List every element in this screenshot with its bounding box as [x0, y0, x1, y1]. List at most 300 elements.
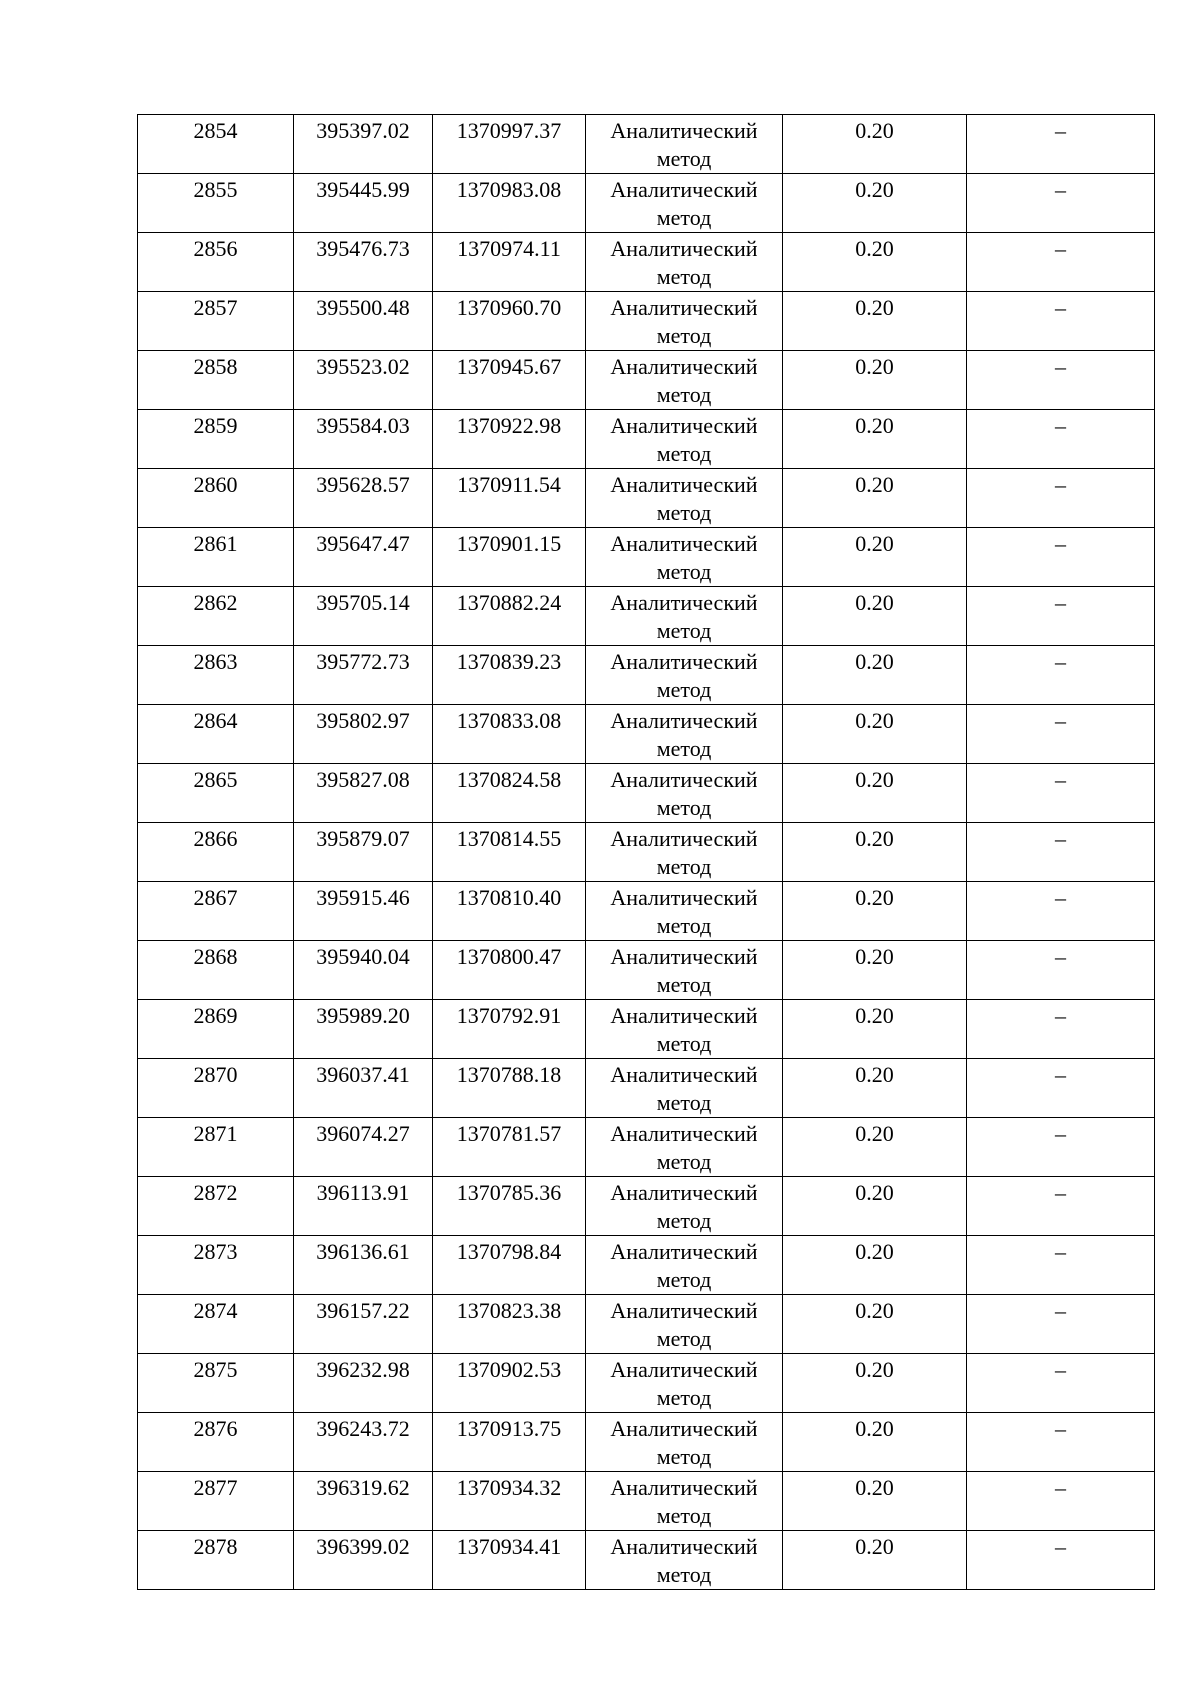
coordinate-y-cell-text: 1370922.98 — [456, 413, 562, 438]
note-cell — [967, 1295, 1155, 1354]
accuracy-cell-text: 0.20 — [855, 1357, 894, 1382]
method-cell — [586, 1472, 783, 1531]
method-cell — [586, 587, 783, 646]
coordinate-x-cell-text: 396319.62 — [316, 1475, 410, 1500]
method-cell — [586, 1059, 783, 1118]
point-number-cell-text: 2876 — [193, 1416, 238, 1441]
accuracy-cell-text: 0.20 — [855, 708, 894, 733]
accuracy-cell-text: 0.20 — [855, 295, 894, 320]
method-cell-text: Аналитический метод — [610, 295, 758, 348]
coordinate-y-cell-text: 1370810.40 — [456, 885, 562, 910]
accuracy-cell — [783, 1118, 967, 1177]
coordinate-x-cell — [294, 1531, 433, 1590]
coordinate-y-cell — [433, 1236, 586, 1295]
point-number-cell — [138, 1118, 294, 1177]
coordinate-x-cell — [294, 1059, 433, 1118]
accuracy-cell-text: 0.20 — [855, 885, 894, 910]
point-number-cell-text: 2855 — [193, 177, 238, 202]
coordinate-x-cell — [294, 351, 433, 410]
coordinate-y-cell-text: 1370792.91 — [456, 1003, 562, 1028]
note-cell — [967, 1354, 1155, 1413]
note-cell-text: – — [1055, 826, 1066, 851]
method-cell — [586, 1118, 783, 1177]
point-number-cell-text: 2871 — [193, 1121, 238, 1146]
note-cell — [967, 1472, 1155, 1531]
note-cell-text: – — [1055, 649, 1066, 674]
method-cell-text: Аналитический метод — [610, 354, 758, 407]
note-cell-text: – — [1055, 1180, 1066, 1205]
coordinate-x-cell — [294, 1177, 433, 1236]
note-cell — [967, 1118, 1155, 1177]
point-number-cell-text: 2867 — [193, 885, 238, 910]
coordinate-x-cell-text: 395705.14 — [316, 590, 410, 615]
accuracy-cell-text: 0.20 — [855, 177, 894, 202]
coordinate-y-cell — [433, 1413, 586, 1472]
method-cell — [586, 1000, 783, 1059]
note-cell-text: – — [1055, 236, 1066, 261]
method-cell-text: Аналитический метод — [610, 118, 758, 171]
note-cell — [967, 646, 1155, 705]
accuracy-cell — [783, 823, 967, 882]
coordinate-x-cell-text: 395628.57 — [316, 472, 410, 497]
accuracy-cell — [783, 469, 967, 528]
point-number-cell — [138, 1472, 294, 1531]
accuracy-cell — [783, 410, 967, 469]
coordinate-y-cell — [433, 174, 586, 233]
point-number-cell-text: 2865 — [193, 767, 238, 792]
note-cell-text: – — [1055, 1121, 1066, 1146]
accuracy-cell-text: 0.20 — [855, 826, 894, 851]
table-row — [138, 410, 1155, 469]
table-row — [138, 174, 1155, 233]
method-cell-text: Аналитический метод — [610, 1239, 758, 1292]
coordinate-x-cell-text: 396113.91 — [316, 1180, 410, 1205]
point-number-cell — [138, 528, 294, 587]
note-cell-text: – — [1055, 118, 1066, 143]
coordinate-y-cell-text: 1370839.23 — [456, 649, 562, 674]
note-cell-text: – — [1055, 354, 1066, 379]
point-number-cell — [138, 705, 294, 764]
method-cell — [586, 1413, 783, 1472]
point-number-cell — [138, 646, 294, 705]
coordinate-y-cell-text: 1370934.41 — [456, 1534, 562, 1559]
accuracy-cell — [783, 115, 967, 174]
coordinate-x-cell-text: 396157.22 — [316, 1298, 410, 1323]
point-number-cell-text: 2866 — [193, 826, 238, 851]
point-number-cell — [138, 469, 294, 528]
coordinate-x-cell-text: 395500.48 — [316, 295, 410, 320]
coordinate-y-cell — [433, 528, 586, 587]
table-row — [138, 1236, 1155, 1295]
point-number-cell — [138, 1000, 294, 1059]
table-row — [138, 941, 1155, 1000]
point-number-cell — [138, 174, 294, 233]
point-number-cell — [138, 410, 294, 469]
method-cell-text: Аналитический метод — [610, 1121, 758, 1174]
method-cell-text: Аналитический метод — [610, 177, 758, 230]
coordinate-x-cell — [294, 705, 433, 764]
accuracy-cell — [783, 1354, 967, 1413]
method-cell-text: Аналитический метод — [610, 1180, 758, 1233]
table-row — [138, 646, 1155, 705]
coordinate-y-cell — [433, 1177, 586, 1236]
point-number-cell — [138, 1236, 294, 1295]
coordinate-y-cell — [433, 705, 586, 764]
note-cell-text: – — [1055, 1062, 1066, 1087]
table-row — [138, 528, 1155, 587]
note-cell-text: – — [1055, 413, 1066, 438]
note-cell — [967, 1236, 1155, 1295]
table-row — [138, 1000, 1155, 1059]
note-cell — [967, 823, 1155, 882]
note-cell — [967, 941, 1155, 1000]
note-cell — [967, 351, 1155, 410]
coordinate-x-cell — [294, 1236, 433, 1295]
coordinate-y-cell-text: 1370945.67 — [456, 354, 562, 379]
table-row — [138, 705, 1155, 764]
coordinate-y-cell-text: 1370997.37 — [456, 118, 562, 143]
accuracy-cell-text: 0.20 — [855, 649, 894, 674]
method-cell-text: Аналитический метод — [610, 708, 758, 761]
coordinate-x-cell-text: 395827.08 — [316, 767, 410, 792]
method-cell — [586, 410, 783, 469]
note-cell — [967, 469, 1155, 528]
coordinate-x-cell — [294, 1000, 433, 1059]
method-cell — [586, 764, 783, 823]
coordinate-y-cell — [433, 882, 586, 941]
coordinate-y-cell — [433, 410, 586, 469]
coordinate-x-cell — [294, 233, 433, 292]
table-row — [138, 1413, 1155, 1472]
accuracy-cell — [783, 587, 967, 646]
coordinate-x-cell-text: 395989.20 — [316, 1003, 410, 1028]
coordinate-y-cell-text: 1370824.58 — [456, 767, 562, 792]
note-cell — [967, 1000, 1155, 1059]
accuracy-cell — [783, 1295, 967, 1354]
point-number-cell-text: 2868 — [193, 944, 238, 969]
table-row — [138, 1354, 1155, 1413]
accuracy-cell-text: 0.20 — [855, 1416, 894, 1441]
method-cell — [586, 1531, 783, 1590]
coordinate-x-cell — [294, 410, 433, 469]
method-cell — [586, 528, 783, 587]
coordinate-y-cell — [433, 351, 586, 410]
accuracy-cell — [783, 528, 967, 587]
point-number-cell-text: 2872 — [193, 1180, 238, 1205]
note-cell-text: – — [1055, 1239, 1066, 1264]
coordinates-table-body — [138, 115, 1155, 1590]
coordinate-x-cell — [294, 646, 433, 705]
coordinate-x-cell — [294, 1413, 433, 1472]
method-cell-text: Аналитический метод — [610, 1534, 758, 1587]
method-cell-text: Аналитический метод — [610, 472, 758, 525]
accuracy-cell-text: 0.20 — [855, 1062, 894, 1087]
table-row — [138, 351, 1155, 410]
accuracy-cell-text: 0.20 — [855, 1298, 894, 1323]
method-cell-text: Аналитический метод — [610, 236, 758, 289]
coordinate-x-cell — [294, 1118, 433, 1177]
method-cell — [586, 292, 783, 351]
coordinate-x-cell-text: 396136.61 — [316, 1239, 410, 1264]
note-cell-text: – — [1055, 708, 1066, 733]
coordinate-y-cell — [433, 1059, 586, 1118]
note-cell — [967, 587, 1155, 646]
method-cell — [586, 351, 783, 410]
coordinate-y-cell — [433, 1118, 586, 1177]
table-row — [138, 1295, 1155, 1354]
note-cell — [967, 1177, 1155, 1236]
point-number-cell-text: 2857 — [193, 295, 238, 320]
coordinate-y-cell — [433, 1472, 586, 1531]
method-cell — [586, 1177, 783, 1236]
point-number-cell — [138, 587, 294, 646]
coordinate-x-cell-text: 396074.27 — [316, 1121, 410, 1146]
note-cell — [967, 1413, 1155, 1472]
accuracy-cell — [783, 1236, 967, 1295]
point-number-cell-text: 2864 — [193, 708, 238, 733]
accuracy-cell-text: 0.20 — [855, 1003, 894, 1028]
point-number-cell — [138, 1059, 294, 1118]
coordinate-x-cell — [294, 1295, 433, 1354]
point-number-cell-text: 2873 — [193, 1239, 238, 1264]
coordinate-y-cell — [433, 941, 586, 1000]
note-cell — [967, 528, 1155, 587]
note-cell — [967, 1059, 1155, 1118]
method-cell — [586, 1236, 783, 1295]
table-row — [138, 1177, 1155, 1236]
coordinate-y-cell-text: 1370788.18 — [456, 1062, 562, 1087]
accuracy-cell — [783, 1472, 967, 1531]
coordinate-x-cell — [294, 823, 433, 882]
coordinate-y-cell-text: 1370902.53 — [456, 1357, 562, 1382]
table-row — [138, 882, 1155, 941]
accuracy-cell — [783, 705, 967, 764]
point-number-cell-text: 2854 — [193, 118, 238, 143]
coordinate-x-cell — [294, 882, 433, 941]
note-cell-text: – — [1055, 1475, 1066, 1500]
coordinate-y-cell-text: 1370833.08 — [456, 708, 562, 733]
point-number-cell-text: 2862 — [193, 590, 238, 615]
accuracy-cell — [783, 351, 967, 410]
coordinate-x-cell — [294, 469, 433, 528]
accuracy-cell-text: 0.20 — [855, 1180, 894, 1205]
point-number-cell — [138, 1413, 294, 1472]
accuracy-cell-text: 0.20 — [855, 531, 894, 556]
method-cell-text: Аналитический метод — [610, 649, 758, 702]
point-number-cell — [138, 882, 294, 941]
table-row — [138, 1059, 1155, 1118]
accuracy-cell — [783, 1177, 967, 1236]
note-cell — [967, 174, 1155, 233]
point-number-cell — [138, 115, 294, 174]
method-cell — [586, 174, 783, 233]
note-cell — [967, 764, 1155, 823]
coordinate-y-cell — [433, 823, 586, 882]
point-number-cell-text: 2860 — [193, 472, 238, 497]
table-row — [138, 115, 1155, 174]
method-cell-text: Аналитический метод — [610, 590, 758, 643]
note-cell — [967, 1531, 1155, 1590]
coordinate-x-cell-text: 395915.46 — [316, 885, 410, 910]
coordinate-y-cell — [433, 646, 586, 705]
point-number-cell-text: 2859 — [193, 413, 238, 438]
accuracy-cell-text: 0.20 — [855, 472, 894, 497]
accuracy-cell — [783, 1000, 967, 1059]
method-cell — [586, 941, 783, 1000]
method-cell-text: Аналитический метод — [610, 1062, 758, 1115]
coordinate-y-cell-text: 1370901.15 — [456, 531, 562, 556]
point-number-cell — [138, 764, 294, 823]
accuracy-cell — [783, 1413, 967, 1472]
coordinate-y-cell-text: 1370934.32 — [456, 1475, 562, 1500]
note-cell — [967, 705, 1155, 764]
method-cell-text: Аналитический метод — [610, 1475, 758, 1528]
accuracy-cell — [783, 174, 967, 233]
coordinate-y-cell-text: 1370800.47 — [456, 944, 562, 969]
coordinate-x-cell-text: 395647.47 — [316, 531, 410, 556]
point-number-cell-text: 2877 — [193, 1475, 238, 1500]
coordinate-x-cell-text: 395523.02 — [316, 354, 410, 379]
method-cell — [586, 115, 783, 174]
coordinate-x-cell — [294, 528, 433, 587]
note-cell-text: – — [1055, 885, 1066, 910]
table-row — [138, 764, 1155, 823]
coordinate-x-cell-text: 395445.99 — [316, 177, 410, 202]
method-cell-text: Аналитический метод — [610, 531, 758, 584]
method-cell-text: Аналитический метод — [610, 413, 758, 466]
coordinate-x-cell-text: 396399.02 — [316, 1534, 410, 1559]
accuracy-cell — [783, 1531, 967, 1590]
coordinate-y-cell — [433, 115, 586, 174]
point-number-cell — [138, 1354, 294, 1413]
accuracy-cell — [783, 1059, 967, 1118]
note-cell — [967, 882, 1155, 941]
coordinate-x-cell-text: 395476.73 — [316, 236, 410, 261]
accuracy-cell-text: 0.20 — [855, 1475, 894, 1500]
coordinate-y-cell-text: 1370785.36 — [456, 1180, 562, 1205]
accuracy-cell-text: 0.20 — [855, 1121, 894, 1146]
accuracy-cell — [783, 292, 967, 351]
method-cell-text: Аналитический метод — [610, 944, 758, 997]
point-number-cell-text: 2856 — [193, 236, 238, 261]
note-cell-text: – — [1055, 944, 1066, 969]
point-number-cell — [138, 941, 294, 1000]
method-cell — [586, 882, 783, 941]
method-cell-text: Аналитический метод — [610, 826, 758, 879]
coordinate-y-cell-text: 1370781.57 — [456, 1121, 562, 1146]
coordinate-y-cell-text: 1370911.54 — [457, 472, 561, 497]
coordinate-y-cell — [433, 292, 586, 351]
accuracy-cell-text: 0.20 — [855, 944, 894, 969]
note-cell-text: – — [1055, 1534, 1066, 1559]
point-number-cell-text: 2861 — [193, 531, 238, 556]
method-cell — [586, 646, 783, 705]
note-cell-text: – — [1055, 1003, 1066, 1028]
accuracy-cell — [783, 882, 967, 941]
table-row — [138, 587, 1155, 646]
coordinate-x-cell — [294, 1472, 433, 1531]
table-row — [138, 469, 1155, 528]
point-number-cell — [138, 351, 294, 410]
coordinate-x-cell-text: 395772.73 — [316, 649, 410, 674]
method-cell — [586, 1295, 783, 1354]
coordinate-x-cell-text: 396037.41 — [316, 1062, 410, 1087]
method-cell — [586, 469, 783, 528]
note-cell-text: – — [1055, 472, 1066, 497]
point-number-cell — [138, 233, 294, 292]
accuracy-cell-text: 0.20 — [855, 354, 894, 379]
coordinate-y-cell-text: 1370823.38 — [456, 1298, 562, 1323]
coordinate-x-cell-text: 395879.07 — [316, 826, 410, 851]
accuracy-cell-text: 0.20 — [855, 118, 894, 143]
point-number-cell — [138, 292, 294, 351]
accuracy-cell-text: 0.20 — [855, 590, 894, 615]
coordinates-table — [137, 114, 1155, 1590]
table-row — [138, 292, 1155, 351]
coordinate-x-cell — [294, 174, 433, 233]
accuracy-cell — [783, 646, 967, 705]
note-cell-text: – — [1055, 767, 1066, 792]
note-cell-text: – — [1055, 295, 1066, 320]
table-row — [138, 1472, 1155, 1531]
method-cell-text: Аналитический метод — [610, 1298, 758, 1351]
method-cell-text: Аналитический метод — [610, 885, 758, 938]
table-row — [138, 823, 1155, 882]
coordinate-y-cell — [433, 233, 586, 292]
coordinate-y-cell — [433, 1354, 586, 1413]
point-number-cell-text: 2875 — [193, 1357, 238, 1382]
coordinate-x-cell-text: 395940.04 — [316, 944, 410, 969]
method-cell — [586, 705, 783, 764]
note-cell-text: – — [1055, 177, 1066, 202]
accuracy-cell — [783, 941, 967, 1000]
coordinate-y-cell-text: 1370814.55 — [456, 826, 562, 851]
accuracy-cell-text: 0.20 — [855, 236, 894, 261]
note-cell-text: – — [1055, 531, 1066, 556]
coordinate-x-cell-text: 395584.03 — [316, 413, 410, 438]
method-cell-text: Аналитический метод — [610, 767, 758, 820]
coordinate-x-cell — [294, 1354, 433, 1413]
coordinate-y-cell — [433, 587, 586, 646]
note-cell-text: – — [1055, 1357, 1066, 1382]
accuracy-cell-text: 0.20 — [855, 1534, 894, 1559]
point-number-cell — [138, 823, 294, 882]
method-cell-text: Аналитический метод — [610, 1416, 758, 1469]
coordinate-x-cell-text: 395397.02 — [316, 118, 410, 143]
coordinate-y-cell-text: 1370913.75 — [456, 1416, 562, 1441]
coordinate-y-cell-text: 1370798.84 — [456, 1239, 562, 1264]
coordinate-y-cell — [433, 469, 586, 528]
point-number-cell-text: 2874 — [193, 1298, 238, 1323]
accuracy-cell-text: 0.20 — [855, 1239, 894, 1264]
point-number-cell — [138, 1177, 294, 1236]
coordinate-x-cell — [294, 115, 433, 174]
coordinate-x-cell — [294, 764, 433, 823]
coordinate-y-cell — [433, 1000, 586, 1059]
note-cell — [967, 233, 1155, 292]
accuracy-cell — [783, 764, 967, 823]
method-cell-text: Аналитический метод — [610, 1003, 758, 1056]
coordinate-x-cell-text: 396243.72 — [316, 1416, 410, 1441]
point-number-cell-text: 2870 — [193, 1062, 238, 1087]
method-cell — [586, 823, 783, 882]
point-number-cell-text: 2858 — [193, 354, 238, 379]
coordinate-y-cell-text: 1370882.24 — [456, 590, 562, 615]
note-cell — [967, 410, 1155, 469]
note-cell — [967, 292, 1155, 351]
table-row — [138, 233, 1155, 292]
method-cell — [586, 233, 783, 292]
